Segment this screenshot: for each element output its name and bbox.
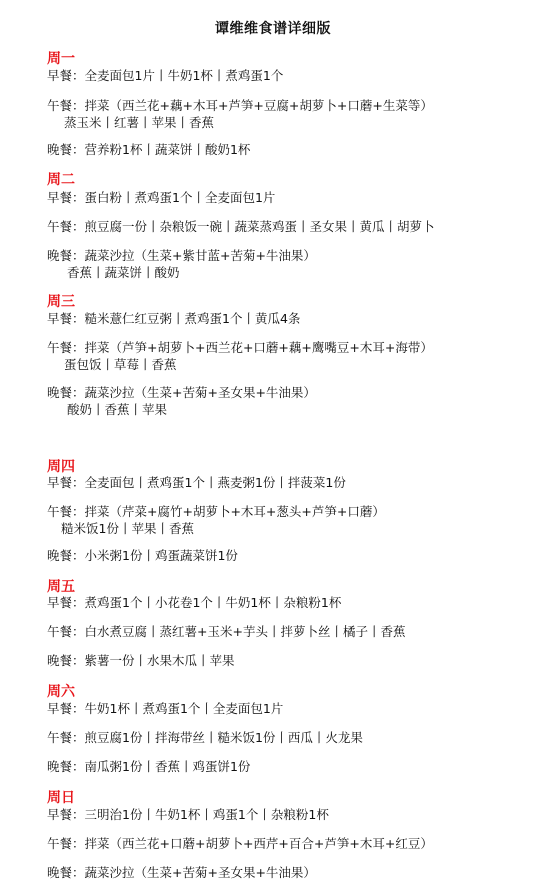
- meal-lunch: [47, 835, 537, 852]
- meal-content-continued: 酸奶丨香蕉丨苹果: [67, 402, 168, 417]
- meal-dinner: [47, 652, 537, 669]
- meal-label: 午餐：: [47, 730, 85, 745]
- meal-label: 早餐：: [47, 68, 85, 83]
- meal-content: 蔬菜沙拉（生菜+苦菊+圣女果+牛油果）: [84, 385, 316, 400]
- page-title: 谭维维食谱详细版: [215, 21, 331, 37]
- meal-content-continued: 糙米饭1份丨苹果丨香蕉: [61, 521, 194, 536]
- meal-label: 午餐：: [47, 340, 85, 355]
- meal-content: 小米粥1份丨鸡蛋蔬菜饼1份: [84, 548, 238, 563]
- meal-breakfast: [47, 594, 537, 611]
- meal-breakfast: [47, 474, 537, 491]
- meal-content: 拌菜（西兰花+藕+木耳+芦笋+豆腐+胡萝卜+口蘑+生菜等）: [84, 98, 433, 113]
- meal-label: 早餐：: [47, 190, 85, 205]
- meal-dinner: [47, 141, 537, 158]
- meal-content: 紫薯一份丨水果木瓜丨苹果: [84, 653, 235, 668]
- meal-content: 煮鸡蛋1个丨小花卷1个丨牛奶1杯丨杂粮粉1杯: [84, 595, 342, 610]
- meal-breakfast: [47, 67, 537, 84]
- meal-breakfast: [47, 806, 537, 823]
- meal-breakfast: [47, 310, 537, 327]
- meal-content: 拌菜（芹菜+腐竹+胡萝卜+木耳+葱头+芦笋+口蘑）: [84, 504, 385, 519]
- meal-label: 早餐：: [47, 595, 85, 610]
- meal-label: 晚餐：: [47, 142, 85, 157]
- meal-content: 三明治1份丨牛奶1杯丨鸡蛋1个丨杂粮粉1杯: [84, 807, 329, 822]
- day-heading-tuesday: 周二: [47, 172, 75, 188]
- meal-content: 煎豆腐一份丨杂粮饭一碗丨蔬菜蒸鸡蛋丨圣女果丨黄瓜丨胡萝卜: [84, 219, 435, 234]
- meal-label: 晚餐：: [47, 759, 85, 774]
- meal-label: 早餐：: [47, 807, 85, 822]
- day-heading-wednesday: 周三: [47, 294, 75, 310]
- day-heading-thursday: 周四: [47, 459, 75, 475]
- meal-lunch: [47, 623, 537, 640]
- meal-lunch: [47, 218, 537, 235]
- meal-label: 午餐：: [47, 624, 85, 639]
- day-heading-sunday: 周日: [47, 790, 75, 806]
- meal-label: 早餐：: [47, 475, 85, 490]
- meal-label: 午餐：: [47, 504, 85, 519]
- meal-dinner: [47, 758, 537, 775]
- meal-dinner: [47, 384, 537, 418]
- meal-content: 全麦面包丨煮鸡蛋1个丨燕麦粥1份丨拌菠菜1份: [84, 475, 346, 490]
- meal-label: 晚餐：: [47, 385, 85, 400]
- meal-content: 拌菜（西兰花+口蘑+胡萝卜+西芹+百合+芦笋+木耳+红豆）: [84, 836, 433, 851]
- meal-breakfast: [47, 700, 537, 717]
- meal-label: 晚餐：: [47, 865, 85, 880]
- meal-content: 蔬菜沙拉（生菜+紫甘蓝+苦菊+牛油果）: [84, 248, 316, 263]
- meal-content: 糙米薏仁红豆粥丨煮鸡蛋1个丨黄瓜4条: [84, 311, 301, 326]
- meal-content: 拌菜（芦笋+胡萝卜+西兰花+口蘑+藕+鹰嘴豆+木耳+海带）: [84, 340, 433, 355]
- meal-content-continued: 香蕉丨蔬菜饼丨酸奶: [67, 265, 180, 280]
- meal-label: 晚餐：: [47, 248, 85, 263]
- meal-label: 晚餐：: [47, 653, 85, 668]
- meal-lunch: [47, 503, 537, 537]
- meal-content: 煎豆腐1份丨拌海带丝丨糙米饭1份丨西瓜丨火龙果: [84, 730, 363, 745]
- meal-label: 晚餐：: [47, 548, 85, 563]
- meal-dinner: [47, 547, 537, 564]
- meal-label: 午餐：: [47, 219, 85, 234]
- meal-label: 早餐：: [47, 311, 85, 326]
- meal-content-continued: 蛋包饭丨草莓丨香蕉: [64, 357, 177, 372]
- meal-content: 南瓜粥1份丨香蕉丨鸡蛋饼1份: [84, 759, 251, 774]
- meal-label: 午餐：: [47, 836, 85, 851]
- meal-content: 白水煮豆腐丨蒸红薯+玉米+芋头丨拌萝卜丝丨橘子丨香蕉: [84, 624, 406, 639]
- meal-content: 全麦面包1片丨牛奶1杯丨煮鸡蛋1个: [84, 68, 284, 83]
- day-heading-monday: 周一: [47, 51, 75, 67]
- meal-breakfast: [47, 189, 537, 206]
- day-heading-friday: 周五: [47, 579, 75, 595]
- meal-lunch: [47, 97, 537, 131]
- meal-content: 营养粉1杯丨蔬菜饼丨酸奶1杯: [84, 142, 251, 157]
- meal-content-continued: 蒸玉米丨红薯丨苹果丨香蕉: [64, 115, 215, 130]
- meal-label: 午餐：: [47, 98, 85, 113]
- day-heading-saturday: 周六: [47, 684, 75, 700]
- meal-lunch: [47, 339, 537, 373]
- meal-dinner: [47, 247, 537, 281]
- meal-lunch: [47, 729, 537, 746]
- meal-label: 早餐：: [47, 701, 85, 716]
- meal-content: 蔬菜沙拉（生菜+苦菊+圣女果+牛油果）: [84, 865, 316, 880]
- meal-content: 蛋白粉丨煮鸡蛋1个丨全麦面包1片: [84, 190, 276, 205]
- meal-content: 牛奶1杯丨煮鸡蛋1个丨全麦面包1片: [84, 701, 284, 716]
